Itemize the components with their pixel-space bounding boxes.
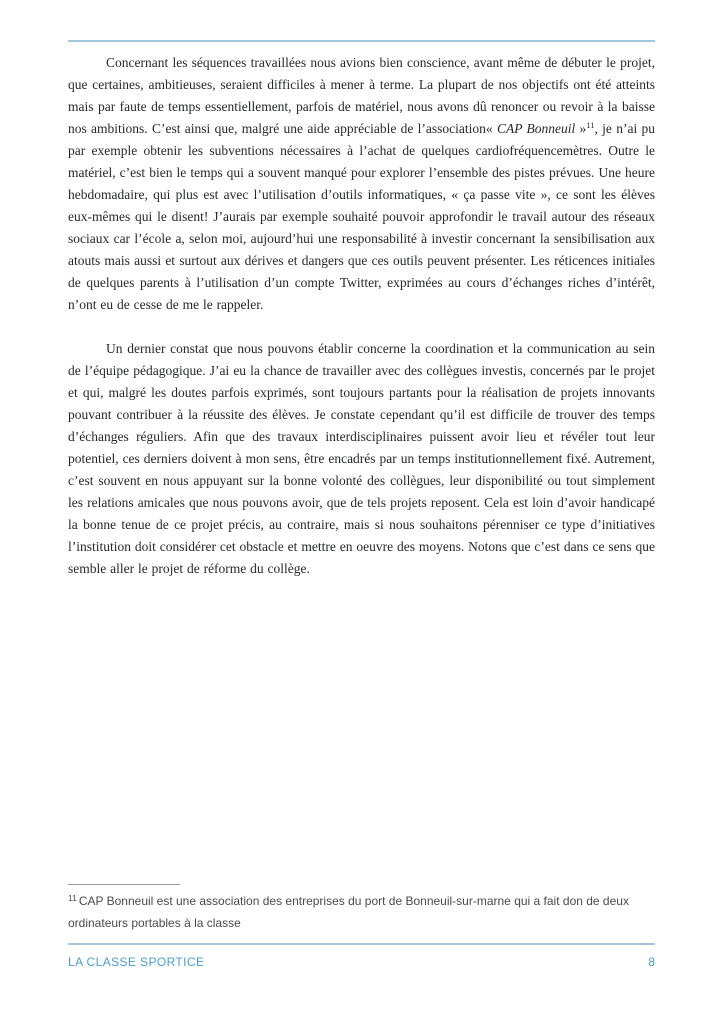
footnote [68,891,655,934]
footnote-text: CAP Bonneuil est une association des entreprises du port de Bonneuil-sur-marne qui a fait don de deux ordinateurs portables à la classe [68,894,629,930]
paragraph-1 [68,52,655,316]
paragraph-1-quote-close: » [575,121,587,136]
association-name-italic: CAP Bonneuil [496,121,576,136]
footnote-number: 11 [68,893,77,903]
footer-title: LA CLASSE SPORTICE [68,955,205,969]
footnote-reference-mark: 11 [586,120,595,130]
footnote-divider [68,884,180,885]
paragraph-1-text: Concernant les séquences travaillées nous avions bien conscience, avant même de débuter le projet, que certaines, ambitieuses, seraient difficiles à mener à terme. La plupart de nos objectifs ont été atteints mais par faute de temps essentiellement, parfois de matériel, nous avons dû renoncer ou revoir à la baisse nos ambitions. C’est ainsi que, malgré une aide appréciable de l’association« [68,55,655,136]
footer-divider [68,943,655,945]
page-body [68,52,655,580]
paragraph-2: Un dernier constat que nous pouvons établir concerne la coordination et la communication au sein de l’équipe pédagogique. J’ai eu la chance de travailler avec des collègues investis, concernés par le projet et qui, malgré les doutes parfois exprimés, sont toujours partants pour la réalisation de projets innovants pouvant contribuer à la réussite des élèves. Je constate cependant qu’il est difficile de trouver des temps d’échanges réguliers. Afin que des travaux interdisciplinaires puissent avoir lieu et révéler tout leur potentiel, ces derniers doivent à mon sens, être encadrés par un temps institutionnellement fixé. Autrement, c’est souvent en nous appuyant sur la bonne volonté des collègues, leur disponibilité ou tout simplement les relations amicales que nous pouvons avoir, que de tels projets reposent. Cela est loin d’avoir handicapé la bonne tenue de ce projet précis, au contraire, mais si nous souhaitons pérenniser ce type d’initiatives l’institution doit considérer cet obstacle et mettre en oeuvre des moyens. Notons que c’est dans ce sens que semble aller le projet de réforme du collège. [68,341,655,576]
page-footer [68,955,655,969]
page-number: 8 [648,955,655,969]
top-divider [68,40,655,42]
paragraph-1-text-continued: , je n’ai pu par exemple obtenir les subventions nécessaires à l’achat de quelques cardiofréquencemètres. Outre le matériel, c’est bien le temps qui a souvent manqué pour explorer l’ensemble des pistes prévues. Une heure hebdomadaire, qui plus est avec l’utilisation d’outils informatiques, « ça passe vite », ce sont les élèves eux-mêmes qui le disent! J’aurais par exemple souhaité pouvoir approfondir le travail autour des réseaux sociaux car l’école a, selon moi, aujourd’hui une responsabilité à investir concernant la sensibilisation aux atouts mais aussi et surtout aux dérives et dangers que ces outils peuvent présenter. Les réticences initiales de quelques parents à l’utilisation d’un compte Twitter, exprimées au cours d’échanges riches d’intérêt, n’ont eu de cesse de me le rappeler. [68,121,655,312]
